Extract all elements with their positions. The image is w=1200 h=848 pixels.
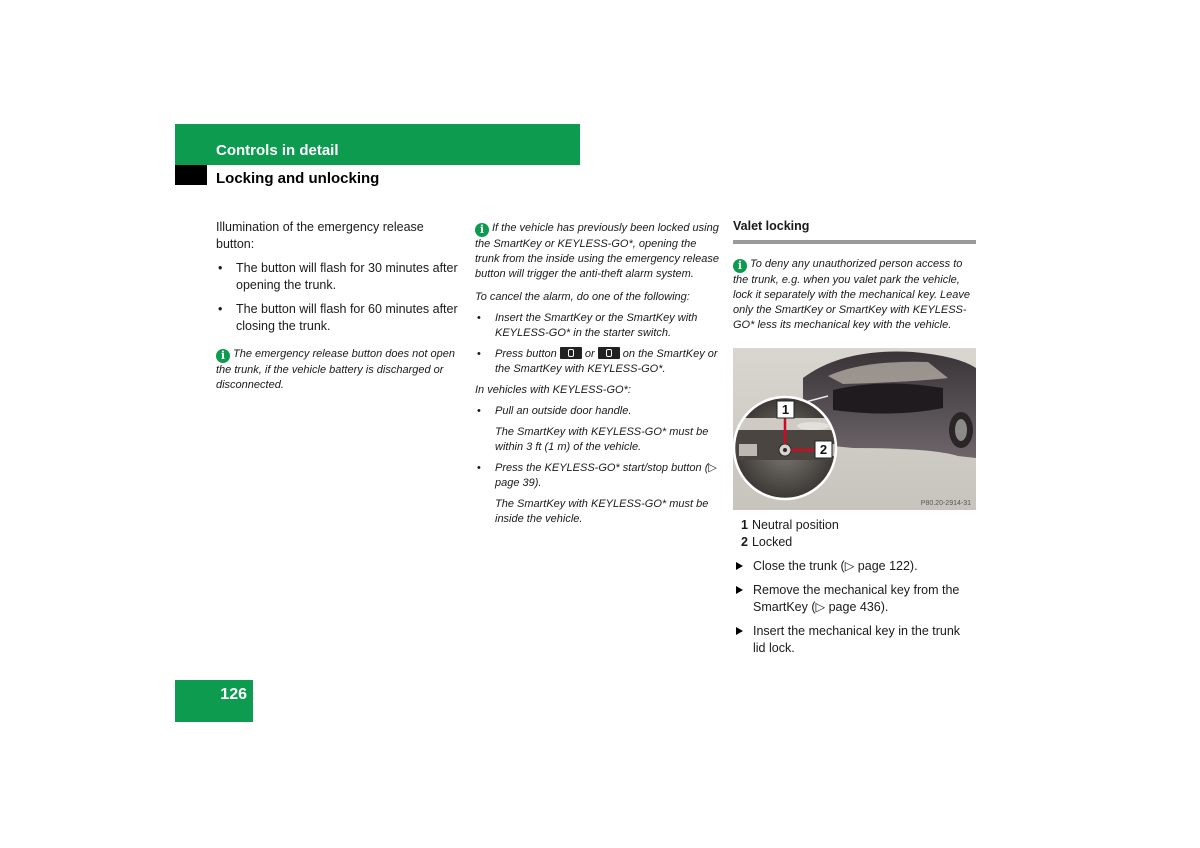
info-note xyxy=(733,257,976,333)
list-item-text: Insert the SmartKey or the SmartKey with KEYLESS-GO* in the starter switch. xyxy=(495,312,698,339)
wheel-rim xyxy=(955,419,967,441)
flash-list xyxy=(216,260,462,335)
legend-number: 1 xyxy=(741,518,748,532)
list-item-subtext: The SmartKey with KEYLESS-GO* must be within 3 ft (1 m) of the vehicle. xyxy=(495,426,709,453)
step-item: Close the trunk (▷ page 122). xyxy=(733,558,976,575)
info-icon: i xyxy=(733,259,747,273)
valet-locking-title: Valet locking xyxy=(733,219,810,233)
info-note xyxy=(475,221,719,282)
callout-2: 2 xyxy=(819,442,828,457)
list-item-text: Pull an outside door handle. xyxy=(495,405,632,417)
keyless-intro: In vehicles with KEYLESS-GO*: xyxy=(475,384,631,396)
trunk-lid xyxy=(833,383,943,413)
list-item xyxy=(475,311,719,341)
step-item: Insert the mechanical key in the trunk lid lock. xyxy=(733,623,976,657)
info-icon: i xyxy=(216,349,230,363)
column-1 xyxy=(216,219,462,393)
list-item-text: Press the KEYLESS-GO* start/stop button (▷ page 39). xyxy=(495,462,717,489)
legend-number: 2 xyxy=(741,535,748,549)
list-item-subtext: The SmartKey with KEYLESS-GO* must be inside the vehicle. xyxy=(495,498,709,525)
lock-button-icon xyxy=(598,347,620,359)
unlock-button-icon xyxy=(560,347,582,359)
valet-steps xyxy=(733,558,976,657)
intro-text: Illumination of the emergency release button: xyxy=(216,220,424,251)
info-icon: i xyxy=(475,223,489,237)
legend-item xyxy=(733,534,976,551)
list-item: • The button will flash for 60 minutes after closing the trunk. xyxy=(216,301,462,335)
info-note-text: If the vehicle has previously been locked using the SmartKey or KEYLESS-GO*, opening the trunk from the inside using the emergency release button will trigger the anti-theft alarm system. xyxy=(475,222,719,280)
list-item-text: Press button xyxy=(495,348,557,360)
keyless-list xyxy=(475,404,719,527)
info-note-text: To deny any unauthorized person access to the trunk, e.g. when you valet park the vehicle, lock it separately with the mechanical key. Leave only the SmartKey or SmartKey with KEYLESS-GO* less its mechanical key with the vehicle. xyxy=(733,258,971,331)
list-item-text: on the SmartKey or the SmartKey with KEYLESS-GO*. xyxy=(495,348,718,375)
list-item xyxy=(475,347,719,377)
column-3 xyxy=(733,219,976,664)
cancel-intro: To cancel the alarm, do one of the following: xyxy=(475,291,690,303)
section-title: Controls in detail xyxy=(216,142,339,159)
info-note xyxy=(216,347,462,393)
legend-item xyxy=(733,517,976,534)
section-marker xyxy=(175,165,207,185)
cancel-list xyxy=(475,311,719,377)
legend-label: Locked xyxy=(751,535,793,549)
list-item xyxy=(475,404,719,455)
trunk-lock-illustration xyxy=(733,348,976,510)
trunk-lock-figure xyxy=(733,348,976,510)
list-item: • The button will flash for 30 minutes after opening the trunk. xyxy=(216,260,462,294)
legend-label: Neutral position xyxy=(751,518,839,532)
step-item: Remove the mechanical key from the SmartKey (▷ page 436). xyxy=(733,582,976,616)
list-item xyxy=(475,461,719,527)
column-2 xyxy=(475,221,719,533)
list-item-text: or xyxy=(584,348,595,360)
section-rule xyxy=(733,240,976,244)
info-note-text: The emergency release button does not open the trunk, if the vehicle battery is discharged or disconnected. xyxy=(216,348,455,391)
figure-code: P80.20-2914-31 xyxy=(920,500,971,507)
callout-1: 1 xyxy=(781,402,790,417)
figure-legend xyxy=(733,517,976,551)
page-number: 126 xyxy=(220,686,247,703)
page-subtitle: Locking and unlocking xyxy=(216,170,380,187)
